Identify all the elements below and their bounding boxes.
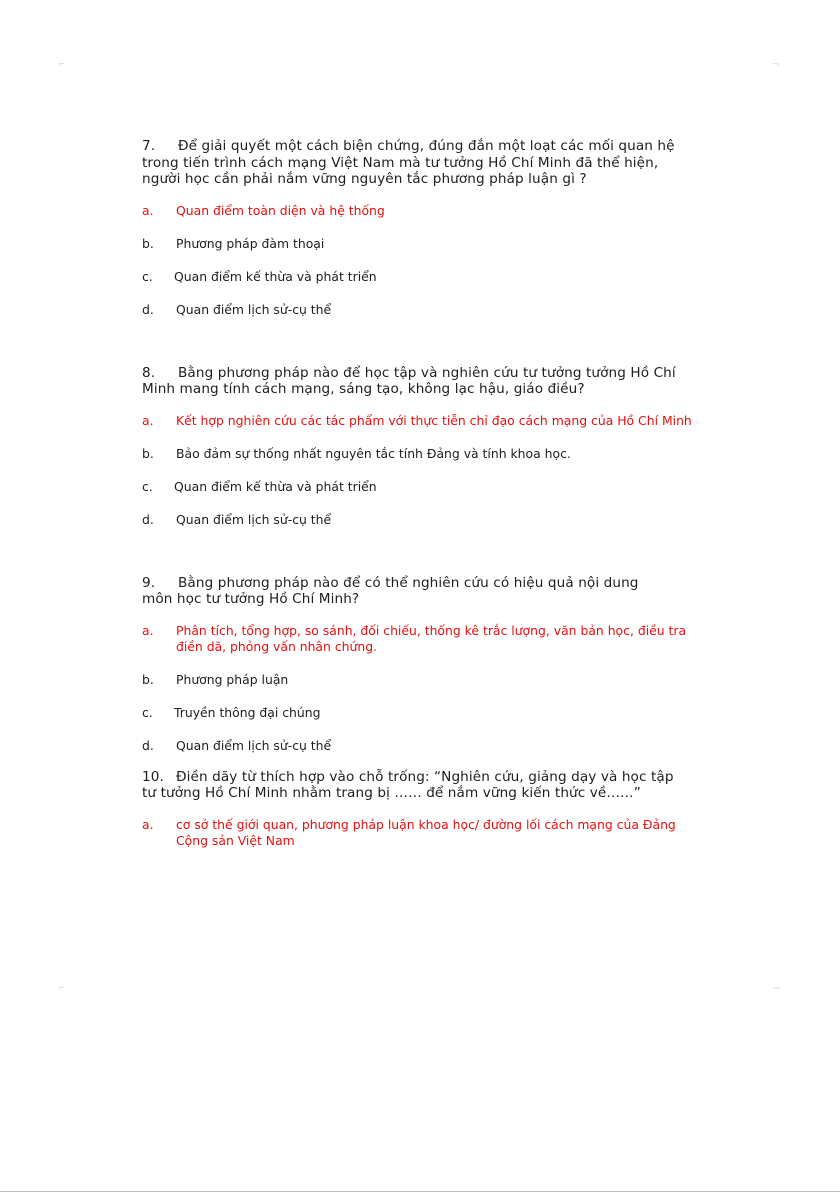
option-letter: a.	[142, 412, 154, 428]
option	[142, 302, 702, 318]
option	[142, 479, 702, 495]
question-block	[142, 138, 702, 318]
answer-option	[142, 623, 702, 655]
option-text: Quan điểm lịch sử-cụ thể	[176, 301, 332, 317]
question-block	[142, 769, 702, 849]
option	[142, 672, 702, 688]
option-letter: a.	[142, 816, 154, 832]
question-number: 9.	[142, 574, 156, 591]
question-body: Điền dãy từ thích hợp vào chỗ trống: “Nghiên cứu, giảng dạy và học tập tư tưởng Hồ Chí Minh nhằm trang bị …… để nắm vững kiến thức về……”	[142, 768, 674, 801]
option	[142, 236, 702, 252]
corner-mark-top-right: ¬	[772, 60, 780, 70]
question-text	[142, 138, 682, 188]
option-letter: c.	[142, 268, 153, 284]
option-letter: d.	[142, 511, 154, 527]
question-number: 7.	[142, 138, 156, 154]
option-text: Quan điểm toàn diện và hệ thống	[176, 202, 385, 218]
option-letter: d.	[142, 301, 154, 317]
corner-mark-bottom-left: ⌐	[58, 984, 66, 994]
option-letter: b.	[142, 671, 154, 687]
answer-option	[142, 413, 702, 429]
question-body: Bằng phương pháp nào để có thể nghiên cứu có hiệu quả nội dung môn học tư tưởng Hồ Chí Minh?	[142, 574, 639, 607]
option-text: cơ sở thế giới quan, phương pháp luận khoa học/ đường lối cách mạng của Đảng Cộng sản Việt Nam	[176, 816, 676, 848]
option-letter: a.	[142, 622, 154, 638]
question-block	[142, 575, 702, 754]
answer-option	[142, 817, 702, 849]
option-letter: b.	[142, 445, 154, 461]
question-text	[142, 575, 642, 608]
option-text: Quan điểm kế thừa và phát triển	[174, 268, 377, 284]
question-block	[142, 365, 702, 528]
corner-mark-bottom-right: ¬	[772, 984, 780, 994]
option-letter: d.	[142, 737, 154, 753]
option-letter: a.	[142, 202, 154, 218]
question-body: Để giải quyết một cách biện chứng, đúng đắn một loạt các mối quan hệ trong tiến trình cách mạng Việt Nam mà tư tưởng Hồ Chí Minh đã thể hiện, người học cần phải nắm vững nguyên tắc phương pháp luận gì ?	[142, 138, 675, 187]
option-text: Kết hợp nghiên cứu các tác phẩm với thực tiễn chỉ đạo cách mạng của Hồ Chí Minh	[176, 412, 692, 428]
option-text: Quan điểm lịch sử-cụ thể	[176, 737, 332, 753]
option-text: Phương pháp luận	[176, 671, 289, 687]
option	[142, 738, 702, 754]
option-text: Quan điểm kế thừa và phát triển	[174, 478, 377, 494]
option-letter: c.	[142, 704, 153, 720]
option	[142, 446, 702, 462]
option-text: Bảo đảm sự thống nhất nguyên tắc tính Đảng và tính khoa học.	[176, 445, 571, 461]
option-text: Truyền thông đại chúng	[174, 704, 321, 720]
option	[142, 512, 702, 528]
corner-mark-top-left: ⌐	[58, 60, 66, 70]
question-body: Bằng phương pháp nào để học tập và nghiên cứu tư tưởng tưởng Hồ Chí Minh mang tính cách mạng, sáng tạo, không lạc hậu, giáo điều?	[142, 364, 676, 397]
option-text: Phân tích, tổng hợp, so sánh, đối chiếu, thống kê trắc lượng, văn bản học, điều tra điền dã, phỏng vấn nhân chứng.	[176, 622, 687, 654]
option	[142, 705, 702, 721]
option-letter: c.	[142, 478, 153, 494]
option-text: Quan điểm lịch sử-cụ thể	[176, 511, 332, 527]
option-letter: b.	[142, 235, 154, 251]
question-number: 10.	[142, 768, 164, 785]
option	[142, 269, 702, 285]
document-body	[142, 138, 702, 849]
answer-option	[142, 203, 702, 219]
question-text	[142, 769, 690, 802]
option-text: Phương pháp đàm thoại	[176, 235, 325, 251]
question-text	[142, 365, 690, 398]
question-number: 8.	[142, 364, 156, 381]
